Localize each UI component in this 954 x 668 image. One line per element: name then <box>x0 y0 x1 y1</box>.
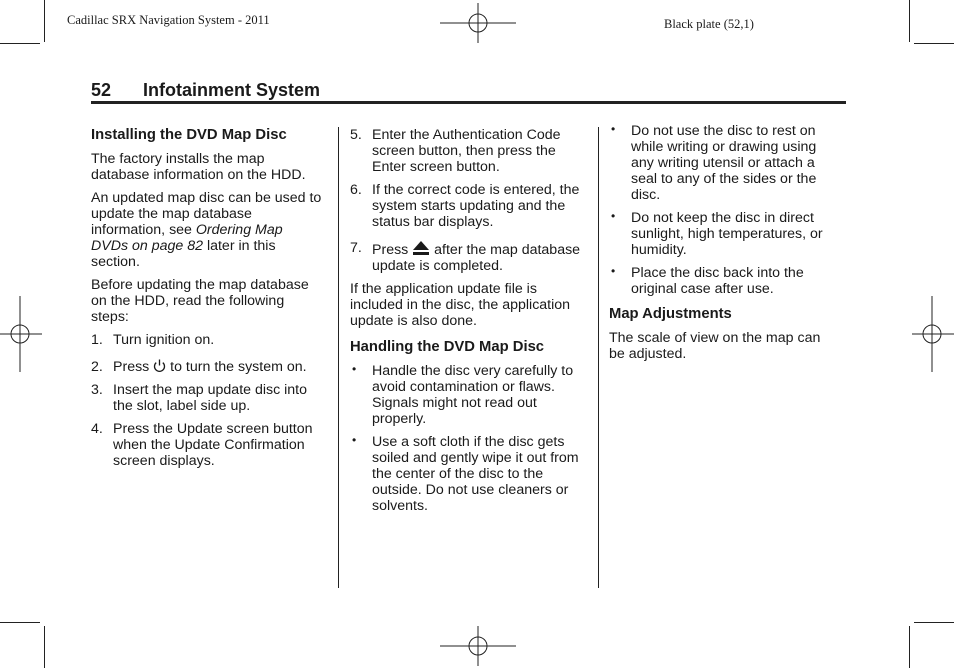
eject-icon <box>412 240 430 256</box>
page-heading <box>91 80 320 101</box>
step-4: 4. Press the Update screen button when the Update Confirmation screen displays. <box>91 421 313 469</box>
registration-mark-top <box>440 3 516 43</box>
registration-mark-bottom <box>440 626 516 666</box>
bullet-item: • Handle the disc very carefully to avoid contamination or flaws. Signals might not read out properly. <box>352 362 574 427</box>
column-3 <box>609 123 834 369</box>
registration-mark-left <box>0 296 42 372</box>
paragraph: The scale of view on the map can be adjusted. <box>609 330 821 362</box>
column-divider-2 <box>598 127 599 588</box>
document-title: Cadillac SRX Navigation System - 2011 <box>67 13 270 27</box>
step-1: 1. Turn ignition on. <box>91 332 215 348</box>
bullet-item: • Use a soft cloth if the disc gets soiled and gently wipe it out from the center of the disc to the outside. Do not use cleaners or solvents. <box>352 433 579 514</box>
heading-rule <box>91 101 846 104</box>
heading-handling: Handling the DVD Map Disc <box>350 339 545 355</box>
step-2: 2. Press to turn the system on. <box>91 359 307 375</box>
page-number: 52 <box>91 80 112 100</box>
bullet-item: • Do not use the disc to rest on while writing or drawing using any writing utensil or attach a seal to any of the sides or the disc. <box>611 122 817 203</box>
step-3: 3. Insert the map update disc into the slot, label side up. <box>91 382 308 414</box>
column-divider-1 <box>338 127 339 588</box>
plate-label: Black plate (52,1) <box>664 17 754 31</box>
paragraph: If the application update file is included in the disc, the application update is also done. <box>350 281 571 329</box>
column-1 <box>91 127 323 476</box>
bullet-item: • Do not keep the disc in direct sunlight, high temperatures, or humidity. <box>611 209 823 258</box>
paragraph: Before updating the map database on the HDD, read the following steps: <box>91 277 309 325</box>
column-2 <box>350 127 590 521</box>
step-5: 5. Enter the Authentication Code screen button, then press the Enter screen button. <box>350 127 561 175</box>
bullet-item: • Place the disc back into the original case after use. <box>611 264 804 297</box>
section-title: Infotainment System <box>143 80 321 100</box>
heading-installing: Installing the DVD Map Disc <box>91 127 287 143</box>
power-icon <box>153 359 166 373</box>
heading-map-adjustments: Map Adjustments <box>609 306 732 322</box>
step-7: 7. Press after the map database update is completed. <box>350 240 581 274</box>
paragraph: The factory installs the map database information on the HDD. <box>91 151 306 183</box>
paragraph: An updated map disc can be used to update the map database information, see Ordering Map DVDs on page 82 later in this section. <box>91 190 322 270</box>
step-6: 6. If the correct code is entered, the system starts updating and the status bar displays. <box>350 182 580 230</box>
registration-mark-right <box>912 296 954 372</box>
cross-reference-link[interactable]: Ordering Map DVDs on page 82 <box>91 222 283 254</box>
